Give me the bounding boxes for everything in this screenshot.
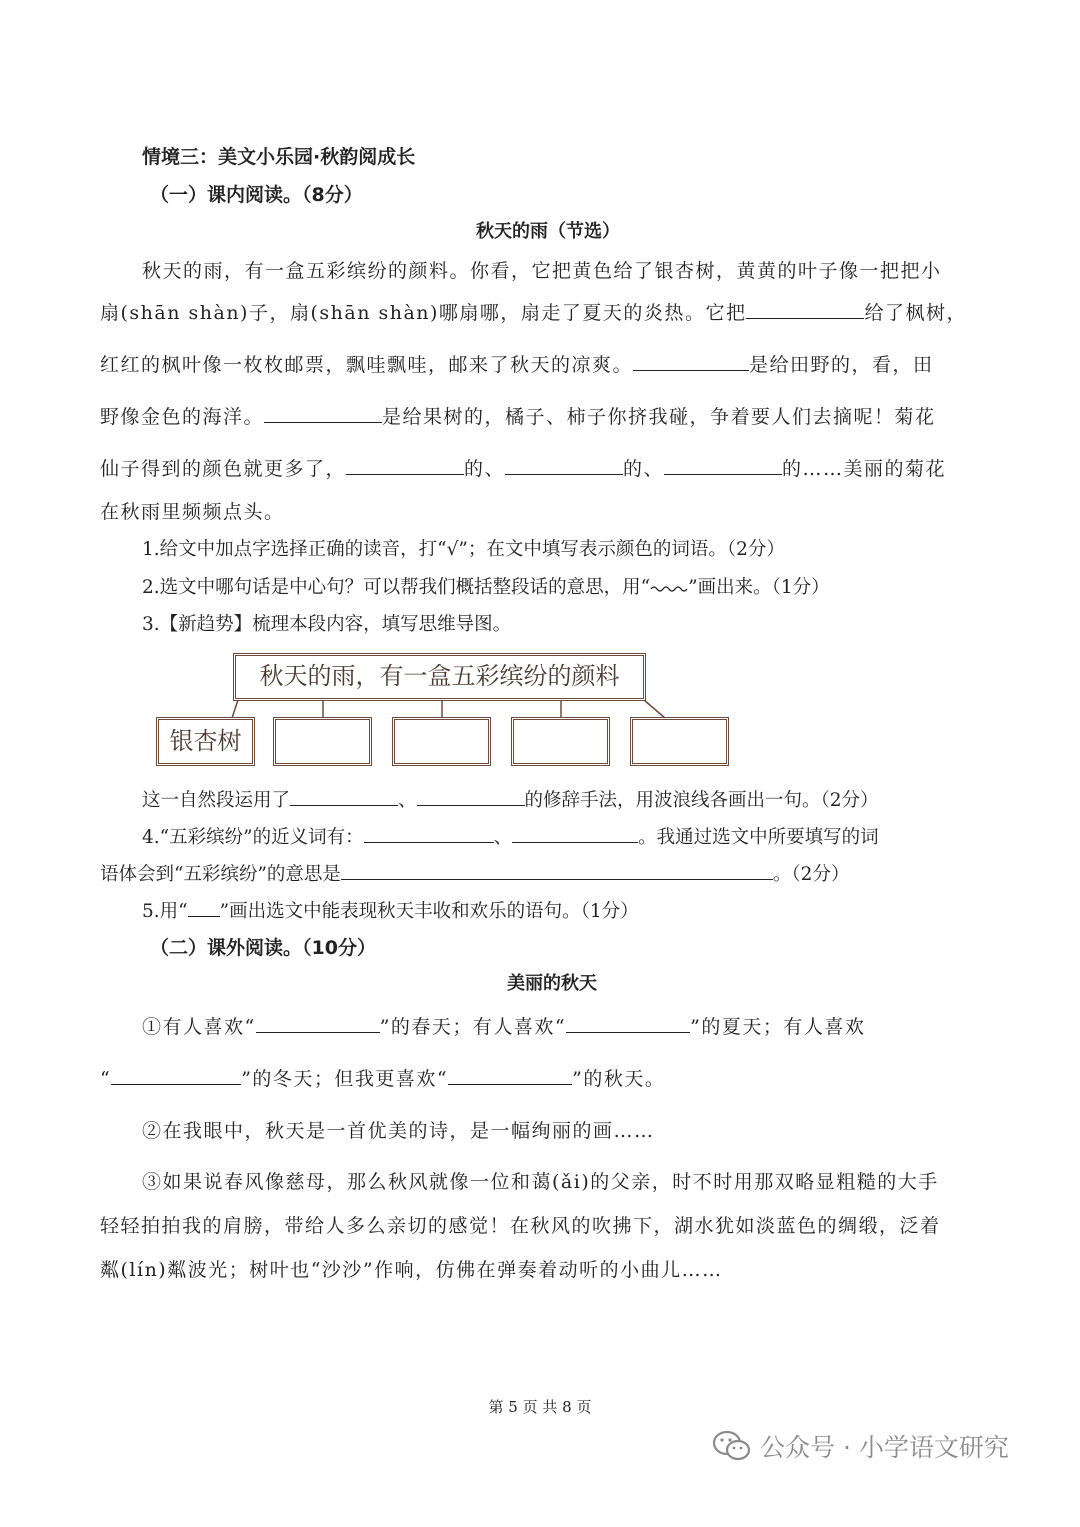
- passage-line: 秋天的雨，有一盒五彩缤纷的颜料。你看，它把黄色给了银杏树，黄黄的叶子像一把把小: [142, 260, 942, 282]
- question-text: 语体会到“五彩缤纷”的意思是: [100, 864, 341, 885]
- passage-line: ②在我眼中，秋天是一首优美的诗，是一幅绚丽的画……: [142, 1120, 655, 1142]
- mindmap-empty-box[interactable]: [273, 717, 372, 766]
- mindmap-empty-box[interactable]: [392, 717, 491, 766]
- answer-blank[interactable]: [417, 787, 525, 806]
- passage-text: 是给果树的，橘子、柿子你挤我碰，争着要人们去摘呢！菊花: [382, 406, 936, 428]
- passage-line: ③如果说春风像慈母，那么秋风就像一位和蔼(ǎi)的父亲，时不时用那双略显粗糙的大手: [142, 1171, 939, 1193]
- watermark-text: 公众号 · 小学语文研究: [760, 1433, 1009, 1462]
- question-text: 、: [398, 790, 417, 811]
- answer-blank[interactable]: [256, 1014, 380, 1033]
- question-3-tail: [142, 786, 879, 812]
- question-text: 5.用“: [142, 901, 188, 922]
- part2-heading: （二）课外阅读。（10分）: [150, 937, 376, 959]
- answer-blank[interactable]: [364, 824, 494, 843]
- passage-text: 的、: [623, 458, 665, 480]
- passage-text: ①有人喜欢“: [142, 1016, 256, 1038]
- question-1: 1.给文中加点字选择正确的读音，打“√”；在文中填写表示颜色的词语。（2分）: [142, 539, 785, 560]
- question-text: 的修辞手法，用波浪线各画出一句。（2分）: [524, 790, 879, 811]
- mindmap-leaf-box: [156, 717, 255, 766]
- passage-text: 仙子得到的颜色就更多了，: [100, 458, 347, 480]
- watermark: [712, 1428, 1009, 1464]
- part2-passage-title: 美丽的秋天: [507, 973, 597, 994]
- passage-text: 的、: [464, 458, 506, 480]
- mindmap-root-box: [233, 653, 646, 701]
- wechat-icon: [712, 1429, 752, 1463]
- question-text: 这一自然段运用了: [142, 790, 291, 811]
- mindmap-root-label: 秋天的雨，有一盒五彩缤纷的颜料: [259, 662, 620, 690]
- section-title: 情境三：美文小乐园·秋韵阅成长: [142, 146, 416, 168]
- question-text: 。我通过选文中所要填写的词: [638, 827, 879, 848]
- question-text: 、: [493, 827, 513, 848]
- question-4: [142, 823, 879, 849]
- passage-text: 扇(shān shàn)子，扇(shān shàn)哪扇哪，扇走了夏天的炎热。它把: [100, 302, 747, 324]
- part1-heading: （一）课内阅读。（8分）: [150, 184, 363, 206]
- question-3: 3.【新趋势】梳理本段内容，填写思维导图。: [142, 614, 512, 635]
- passage-text: 红红的枫叶像一枚枚邮票，飘哇飘哇，邮来了秋天的凉爽。: [100, 354, 634, 376]
- question-text: 2.选文中哪句话是中心句？可以帮我们概括整段话的意思，用“: [142, 577, 651, 598]
- question-5: [142, 897, 639, 923]
- passage-text: 给了枫树，: [864, 302, 967, 324]
- question-text: ”画出选文中能表现秋天丰收和欢乐的语句。（1分）: [219, 901, 639, 922]
- part1-passage-title: 秋天的雨（节选）: [476, 221, 620, 242]
- answer-blank[interactable]: [341, 861, 773, 880]
- passage-line: 在秋雨里频频点头。: [100, 501, 285, 523]
- passage-line: [142, 1012, 865, 1039]
- passage-text: 的……美丽的菊花: [782, 458, 947, 480]
- passage-text: ”的冬天；但我更喜欢“: [241, 1068, 449, 1090]
- answer-blank[interactable]: [111, 1066, 241, 1085]
- page-footer: 第 5 页 共 8 页: [488, 1398, 592, 1416]
- question-text: 。（2分）: [772, 864, 850, 885]
- question-text: 4.“五彩缤纷”的近义词有：: [142, 827, 364, 848]
- passage-text: ”的夏天；有人喜欢: [690, 1016, 866, 1038]
- passage-text: “: [100, 1068, 112, 1090]
- line-sample: [188, 898, 220, 917]
- answer-blank[interactable]: [566, 1014, 690, 1033]
- passage-line: 轻轻拍拍我的肩膀，带给人多么亲切的感觉！在秋风的吹拂下，湖水犹如淡蓝色的绸缎，泛着: [100, 1215, 941, 1237]
- answer-blank[interactable]: [448, 1066, 572, 1085]
- passage-line: 粼(lín)粼波光；树叶也“沙沙”作响，仿佛在弹奏着动听的小曲儿……: [100, 1259, 723, 1281]
- answer-blank[interactable]: [512, 824, 638, 843]
- passage-text: 野像金色的海洋。: [100, 406, 265, 428]
- passage-text: ”的秋天。: [572, 1068, 666, 1090]
- mindmap-empty-box[interactable]: [630, 717, 729, 766]
- passage-text: ”的春天；有人喜欢“: [379, 1016, 567, 1038]
- question-text: ”画出来。（1分）: [688, 577, 830, 598]
- passage-text: 是给田野的，看，田: [749, 354, 934, 376]
- mindmap-empty-box[interactable]: [511, 717, 610, 766]
- answer-blank[interactable]: [290, 787, 398, 806]
- question-4-cont: [100, 860, 849, 886]
- mindmap-leaf-label: 银杏树: [169, 727, 242, 755]
- passage-line: [100, 1064, 665, 1091]
